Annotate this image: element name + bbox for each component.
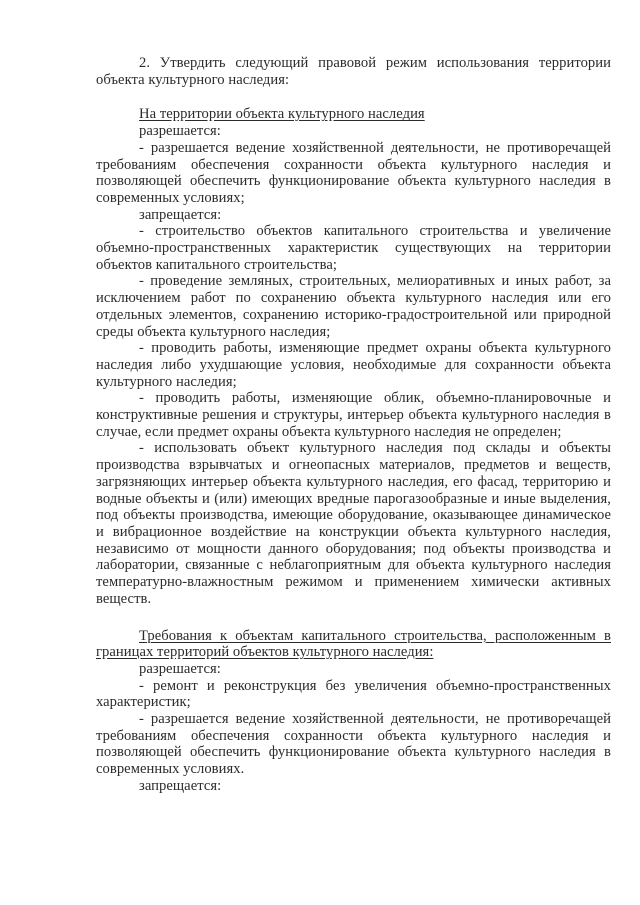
section-2-allowed-label: разрешается: bbox=[139, 660, 221, 677]
section-2-heading-text: Требования к объектам капитального строительства, расположенным в границах территорий объектов культурного наследия: bbox=[96, 627, 611, 661]
section-1-forbidden-item: - использовать объект культурного наследия под склады и объекты производства взрывчатых и огнеопасных материалов, предметов и веществ, загрязняющих интерьер объекта культурного наследия, его фасад, территорию и водные объекты и (или) имеющих вредные парогазообразные и иные выделения, под объекты производства, имеющие оборудование, оказывающее динамическое и вибрационное воздействие на конструкции объекта культурного наследия, независимо от мощности данного оборудования; под объекты производства и лаборатории, связанные с неблагоприятным для объекта культурного наследия температурно-влажностным режимом и применением химически активных веществ. bbox=[96, 440, 611, 607]
section-1-forbidden-item: - проведение земляных, строительных, мелиоративных и иных работ, за исключением работ по сохранению объекта культурного наследия или его отдельных элементов, сохранению историко-градостроительной или природной среды объекта культурного наследия; bbox=[96, 273, 611, 340]
item-2-paragraph: 2. Утвердить следующий правовой режим использования территории объекта культурного наследия: bbox=[96, 55, 611, 88]
section-1-forbidden-item: - проводить работы, изменяющие предмет охраны объекта культурного наследия либо ухудшающие условия, необходимые для сохранности объекта культурного наследия; bbox=[96, 340, 611, 390]
section-1-allowed-item: - разрешается ведение хозяйственной деятельности, не противоречащей требованиям обеспечения сохранности объекта культурного наследия и позволяющей обеспечить функционирование объекта культурного наследия в современных условиях; bbox=[96, 139, 611, 206]
section-2-heading bbox=[96, 628, 611, 661]
section-2-allowed-item: - ремонт и реконструкция без увеличения объемно-пространственных характеристик; bbox=[96, 677, 611, 711]
section-1-forbidden-label: запрещается: bbox=[139, 206, 222, 223]
section-1-heading bbox=[96, 106, 611, 123]
document-page bbox=[96, 55, 611, 795]
section-2-allowed-item: - разрешается ведение хозяйственной деятельности, не противоречащей требованиям обеспечения сохранности объекта культурного наследия и позволяющей обеспечить функционирование объекта культурного наследия в современных условиях. bbox=[96, 711, 611, 778]
section-1-forbidden-item: - проводить работы, изменяющие облик, объемно-планировочные и конструктивные решения и структуры, интерьер объекта культурного наследия в случае, если предмет охраны объекта культурного наследия не определен; bbox=[96, 390, 611, 440]
section-1-allowed-label: разрешается: bbox=[139, 123, 221, 140]
section-2-forbidden-label: запрещается: bbox=[139, 777, 222, 794]
section-1-heading-text: На территории объекта культурного наследия bbox=[139, 106, 425, 123]
section-1-forbidden-item: - строительство объектов капитального строительства и увеличение объемно-пространственных характеристик существующих на территории объектов капитального строительства; bbox=[96, 223, 611, 273]
